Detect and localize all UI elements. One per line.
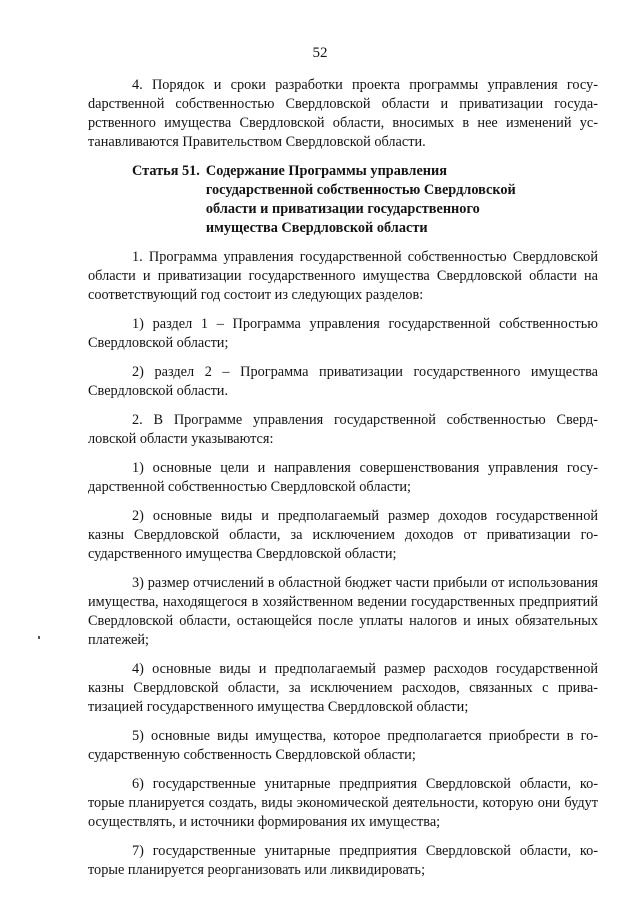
document-body	[88, 76, 598, 890]
paragraph: 6) государственные унитарные предприятия Свердловской области, которые планируется создать, виды экономической деятельности, которую они будут осуществлять, и источники формирования их имущества;	[88, 776, 598, 830]
paragraph: 4. Порядок и сроки разработки проекта программы управления госуdарственной собственностью Свердловской области и приватизации государственного имущества Свердловской области, вносимых в нее изменений устанавливаются Правительством Свердловской области.	[88, 77, 598, 150]
paragraph: 1) раздел 1 – Программа управления государственной собственностью Свердловской области;	[88, 316, 598, 351]
article-number: Статья 51.	[132, 163, 200, 179]
article-heading	[88, 162, 598, 238]
page-number: 52	[312, 45, 328, 61]
paragraph: 5) основные виды имущества, которое предполагается приобрести в государственную собственность Свердловской области;	[88, 728, 598, 763]
paragraph: 2) основные виды и предполагаемый размер доходов государственной казны Свердловской области, за исключением доходов от приватизации государственного имущества Свердловской области;	[88, 508, 598, 562]
paragraph: 4) основные виды и предполагаемый размер расходов государственной казны Свердловской области, за исключением расходов, связанных с приватизацией государственного имущества Свердловской области;	[88, 661, 598, 715]
paragraph: 1. Программа управления государственной собственностью Свердловской области и приватизации государственного имущества Свердловской области на соответствующий год состоит из следующих разделов:	[88, 249, 598, 303]
paragraph: 2) раздел 2 – Программа приватизации государственного имущества Свердловской области.	[88, 364, 598, 399]
scan-mark	[38, 636, 40, 639]
paragraph: 3) размер отчислений в областной бюджет части прибыли от использования имущества, находящегося в хозяйственном ведении государственных предприятий Свердловской области, остающейся после уплаты налогов и иных обязательных платежей;	[88, 575, 598, 648]
paragraph: 7) государственные унитарные предприятия Свердловской области, которые планируется реорганизовать или ликвидировать;	[88, 843, 598, 878]
paragraph: 1) основные цели и направления совершенствования управления государственной собственностью Свердловской области;	[88, 460, 598, 495]
paragraph: 2. В Программе управления государственной собственностью Свердловской области указываются:	[88, 412, 598, 447]
article-title: Содержание Программы управления государственной собственностью Свердловской области и приватизации государственного имущества Свердловской области	[205, 163, 516, 236]
